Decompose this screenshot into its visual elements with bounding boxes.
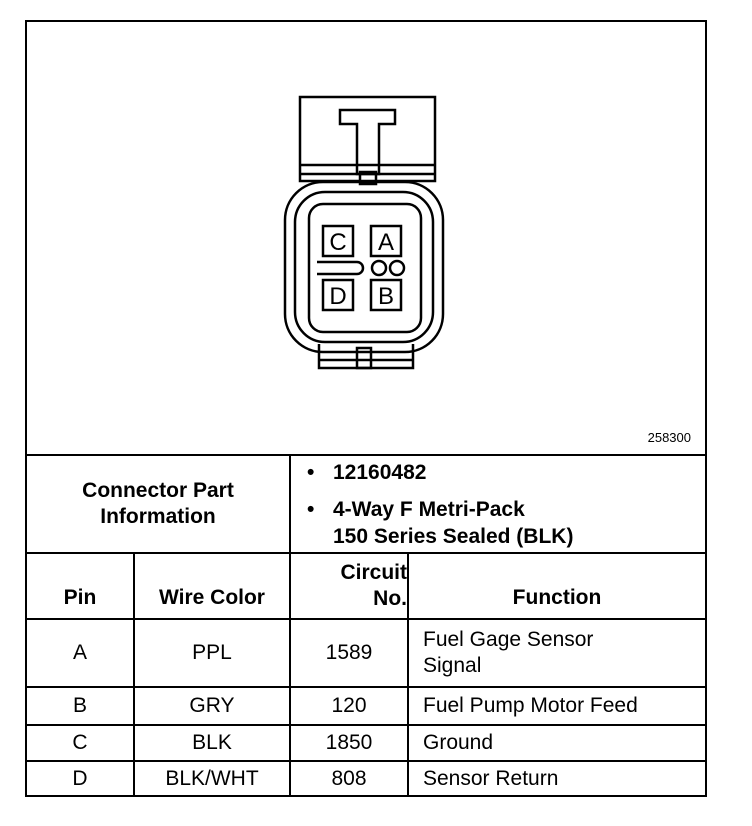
row-c-function: Ground [423, 731, 494, 754]
header-circuit-line2: No. [373, 587, 407, 610]
header-circuit-line1: Circuit [340, 561, 407, 584]
connector-type-item [307, 496, 574, 550]
connector-type-line1: 4-Way F Metri-Pack [333, 497, 525, 521]
figure-number: 258300 [647, 430, 691, 445]
row-a-wire-color: PPL [192, 641, 232, 664]
row-d-pin: D [72, 766, 88, 790]
bullet: • [307, 497, 315, 521]
header-function: Function [512, 586, 602, 609]
row-a-function-line2: Signal [423, 654, 482, 677]
row-c-wire-color: BLK [192, 731, 232, 754]
cavity-label-c: C [329, 229, 347, 256]
seal-hole-left [372, 261, 386, 275]
connector-info-values [291, 456, 705, 552]
connector-table-frame [25, 20, 707, 797]
header-wire-color: Wire Color [159, 586, 265, 609]
cavity-label-d: D [329, 283, 347, 310]
key-slot [317, 262, 363, 274]
row-a-pin: A [72, 641, 87, 664]
row-d-wire-color: BLK/WHT [165, 766, 259, 790]
part-number: 12160482 [333, 460, 427, 484]
header-circuit-no [291, 554, 407, 618]
cavity-label-a: A [377, 229, 395, 256]
row-b-pin: B [72, 694, 87, 717]
connector-diagram [27, 22, 705, 454]
connector-info-label-line2: Information [100, 505, 216, 528]
seal-hole-right [390, 261, 404, 275]
divider [289, 554, 291, 795]
row-b-wire-color: GRY [189, 694, 235, 717]
row-a-function [409, 620, 705, 686]
row-c-pin: C [72, 731, 88, 754]
divider [133, 554, 135, 795]
row-a-circuit: 1589 [325, 641, 373, 664]
row-b-circuit: 120 [331, 694, 367, 717]
connector-info-label-line1: Connector Part [82, 479, 234, 502]
row-c-circuit: 1850 [325, 731, 373, 754]
row-d-function: Sensor Return [423, 766, 559, 790]
divider [407, 554, 409, 795]
row-b-function: Fuel Pump Motor Feed [423, 694, 638, 717]
cavity-label-b: B [377, 283, 395, 310]
part-number-item [307, 459, 427, 486]
connector-type-line2: 150 Series Sealed (BLK) [333, 524, 574, 548]
connector-face-drawing [27, 22, 705, 454]
connector-info-label [27, 456, 289, 552]
bullet: • [307, 460, 315, 484]
header-pin: Pin [63, 586, 97, 609]
row-d-circuit: 808 [331, 766, 367, 790]
row-a-function-line1: Fuel Gage Sensor [423, 628, 594, 651]
